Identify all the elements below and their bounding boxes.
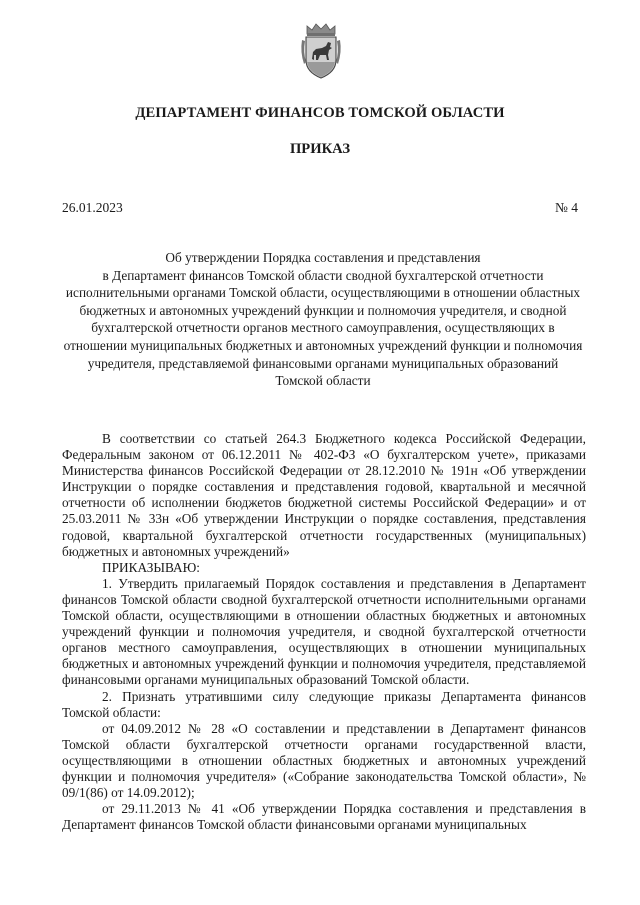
- subject-line: Об утверждении Порядка составления и представления: [165, 250, 481, 265]
- document-type-title: ПРИКАЗ: [289, 141, 351, 157]
- order-body: [62, 431, 586, 833]
- subject-line: учредителя, представляемой финансовыми органами муниципальных образований: [87, 355, 559, 371]
- preamble-paragraph: В соответствии со статьей 264.3 Бюджетного кодекса Российской Федерации, Федеральным законом от 06.12.2011 № 402-ФЗ «О бухгалтерском учете», приказами Министерства финансов Российской Федерации от 28.12.2010 № 191н «Об утверждении Инструкции о порядке составления и представления годовой, квартальной и месячной отчетности об исполнении бюджетов бюджетной системы Российской Федерации» и от 25.03.2011 № 33н «Об утверждении Инструкции о порядке составления, представления годовой, квартальной бухгалтерской отчетности государственных (муниципальных) бюджетных и автономных учреждений»: [62, 431, 586, 559]
- order-date: 26.01.2023: [62, 200, 123, 215]
- item-2b-paragraph: от 29.11.2013 № 41 «Об утверждении Порядка составления и представления в Департамент финансов Томской области финансовыми органами муниципальных: [62, 801, 586, 833]
- order-subject: [62, 249, 584, 390]
- subject-line: бухгалтерской отчетности органов местного самоуправления, осуществляющих в: [91, 320, 555, 336]
- item-1-paragraph: 1. Утвердить прилагаемый Порядок составления и представления в Департамент финансов Томской области сводной бухгалтерской отчетности исполнительными органами Томской области, осуществляющими в отношении областных бюджетных и автономных учреждений функции и полномочия учредителя, и сводной бухгалтерской отчетности органов местного самоуправления, осуществляющих в отношении муниципальных бюджетных и автономных учреждений функции и полномочия учредителя, представляемой финансовыми органами муниципальных образований Томской области.: [62, 575, 586, 688]
- orders-word: ПРИКАЗЫВАЮ:: [102, 559, 200, 575]
- subject-line: отношении муниципальных бюджетных и автономных учреждений функции и полномочия: [63, 337, 583, 353]
- subject-line: исполнительными органами Томской области, осуществляющими в отношении областных: [65, 285, 581, 301]
- department-title: ДЕПАРТАМЕНТ ФИНАНСОВ ТОМСКОЙ ОБЛАСТИ: [135, 105, 505, 121]
- tomsk-oblast-coat-of-arms-icon: [298, 22, 344, 80]
- subject-line: в Департамент финансов Томской области сводной бухгалтерской отчетности: [102, 267, 544, 283]
- subject-line: бюджетных и автономных учреждений функции и полномочия учредителя, и сводной: [79, 302, 567, 318]
- subject-line: Томской области: [275, 373, 371, 389]
- order-number: № 4: [554, 200, 578, 215]
- item-2-paragraph: 2. Признать утратившими силу следующие приказы Департамента финансов Томской области:: [62, 688, 586, 720]
- item-2a-paragraph: от 04.09.2012 № 28 «О составлении и представлении в Департамент финансов Томской области бухгалтерской отчетности органами государственной власти, осуществляющими в отношении областных бюджетных и автономных учреждений функции и полномочия учредителя» («Собрание законодательства Томской области», № 09/1(86) от 14.09.2012);: [62, 720, 586, 801]
